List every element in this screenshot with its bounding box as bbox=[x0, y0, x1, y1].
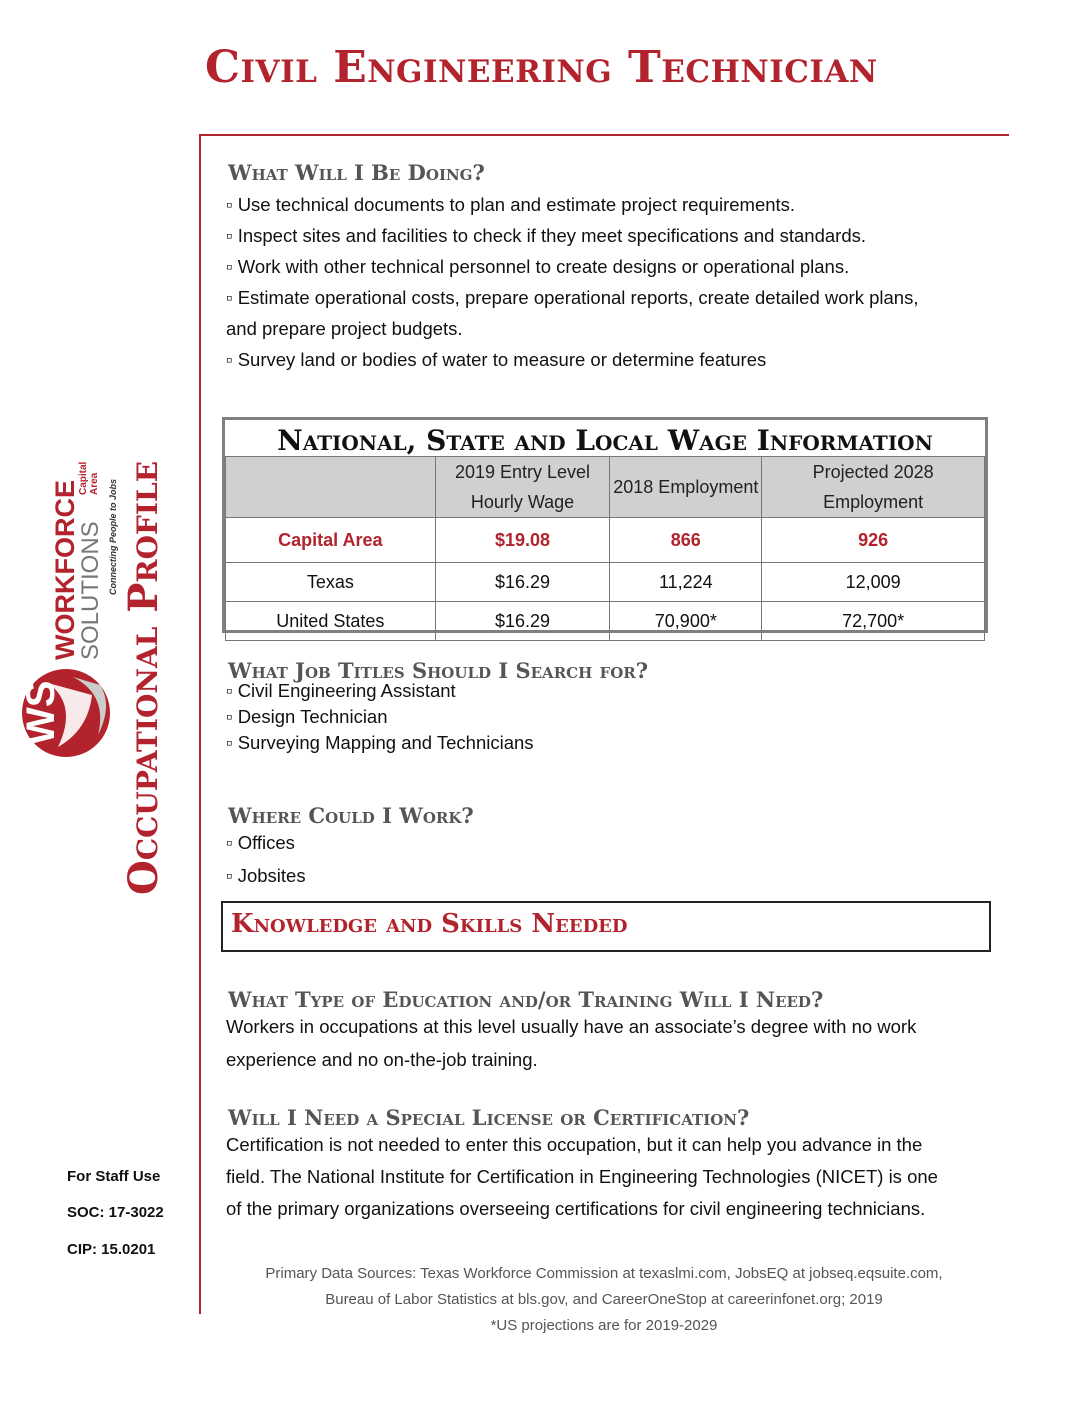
job-title-item: ▫ Surveying Mapping and Technicians bbox=[226, 732, 534, 753]
logo-mark-icon bbox=[19, 669, 110, 757]
page-title: Civil Engineering Technician bbox=[205, 42, 878, 93]
job-title-item: ▫ Civil Engineering Assistant bbox=[226, 680, 456, 701]
logo-wordmark bbox=[50, 461, 118, 660]
job-titles-heading: What Job Titles Should I Search for? bbox=[228, 658, 649, 683]
table-header-cell: 2018 Employment bbox=[610, 457, 762, 518]
table-header-cell: 2019 Entry Level Hourly Wage bbox=[435, 457, 610, 518]
table-cell: 866 bbox=[610, 518, 762, 563]
table-cell: United States bbox=[226, 602, 436, 641]
doing-heading: What Will I Be Doing? bbox=[228, 160, 485, 185]
vertical-rule bbox=[199, 134, 201, 1314]
title-underline bbox=[199, 134, 1009, 136]
doing-item: ▫ Estimate operational costs, prepare operational reports, create detailed work plans, bbox=[226, 287, 919, 308]
license-line: of the primary organizations overseeing certifications for civil engineering technicians. bbox=[226, 1198, 926, 1219]
workforce-solutions-logo bbox=[18, 455, 128, 765]
footer-sources-line: Primary Data Sources: Texas Workforce Commission at texaslmi.com, JobsEQ at jobseq.eqsuite.com, bbox=[265, 1265, 943, 1282]
soc-code: SOC: 17-3022 bbox=[67, 1204, 164, 1221]
knowledge-skills-heading: Knowledge and Skills Needed bbox=[231, 909, 628, 939]
table-row bbox=[226, 602, 985, 641]
logo-region-line1: Capital bbox=[78, 461, 89, 495]
license-line: Certification is not needed to enter this occupation, but it can help you advance in the bbox=[226, 1134, 923, 1155]
work-item: ▫ Offices bbox=[226, 832, 295, 853]
doing-item: ▫ Work with other technical personnel to create designs or operational plans. bbox=[226, 256, 850, 277]
doing-item: ▫ Survey land or bodies of water to measure or determine features bbox=[226, 349, 767, 370]
work-heading: Where Could I Work? bbox=[228, 803, 474, 828]
table-cell: 12,009 bbox=[762, 563, 985, 602]
table-header-cell: Projected 2028 Employment bbox=[762, 457, 985, 518]
education-heading: What Type of Education and/or Training Will I Need? bbox=[228, 987, 824, 1012]
table-cell: 11,224 bbox=[610, 563, 762, 602]
knowledge-skills-box bbox=[221, 901, 991, 952]
wage-title: National, State and Local Wage Information bbox=[277, 424, 933, 457]
table-cell: Texas bbox=[226, 563, 436, 602]
license-line: field. The National Institute for Certification in Engineering Technologies (NICET) is one bbox=[226, 1166, 938, 1187]
table-cell: 70,900* bbox=[610, 602, 762, 641]
footer-sources-line: Bureau of Labor Statistics at bls.gov, and CareerOneStop at careerinfonet.org; 2019 bbox=[325, 1291, 883, 1308]
doing-item: ▫ Inspect sites and facilities to check if they meet specifications and standards. bbox=[226, 225, 866, 246]
wage-table bbox=[225, 456, 985, 641]
doing-item: ▫ Use technical documents to plan and estimate project requirements. bbox=[226, 194, 796, 215]
license-heading: Will I Need a Special License or Certification? bbox=[228, 1105, 750, 1130]
table-cell: $16.29 bbox=[435, 563, 610, 602]
table-row bbox=[226, 563, 985, 602]
table-cell: $16.29 bbox=[435, 602, 610, 641]
work-item: ▫ Jobsites bbox=[226, 865, 306, 886]
table-cell: Capital Area bbox=[226, 518, 436, 563]
table-header-row bbox=[226, 457, 985, 518]
logo-line2: SOLUTIONS bbox=[77, 521, 104, 660]
logo-mark: WS bbox=[19, 680, 63, 745]
logo-tagline: Connecting People to Jobs bbox=[108, 478, 118, 595]
table-cell: $19.08 bbox=[435, 518, 610, 563]
table-cell: 926 bbox=[762, 518, 985, 563]
wage-table-box bbox=[222, 417, 988, 633]
footer-note: *US projections are for 2019-2029 bbox=[490, 1317, 718, 1334]
table-header-cell bbox=[226, 457, 436, 518]
education-line: experience and no on-the-job training. bbox=[226, 1049, 538, 1070]
logo-region-line2: Area bbox=[89, 472, 100, 495]
logo-line1: WORKFORCE bbox=[50, 480, 80, 660]
cip-code: CIP: 15.0201 bbox=[67, 1241, 156, 1258]
education-line: Workers in occupations at this level usually have an associate’s degree with no work bbox=[226, 1016, 917, 1037]
table-cell: 72,700* bbox=[762, 602, 985, 641]
job-title-item: ▫ Design Technician bbox=[226, 706, 388, 727]
side-title: Occupational Profile bbox=[120, 460, 167, 895]
staff-use-heading: For Staff Use bbox=[67, 1168, 161, 1185]
doing-item: and prepare project budgets. bbox=[226, 318, 463, 339]
table-row bbox=[226, 518, 985, 563]
